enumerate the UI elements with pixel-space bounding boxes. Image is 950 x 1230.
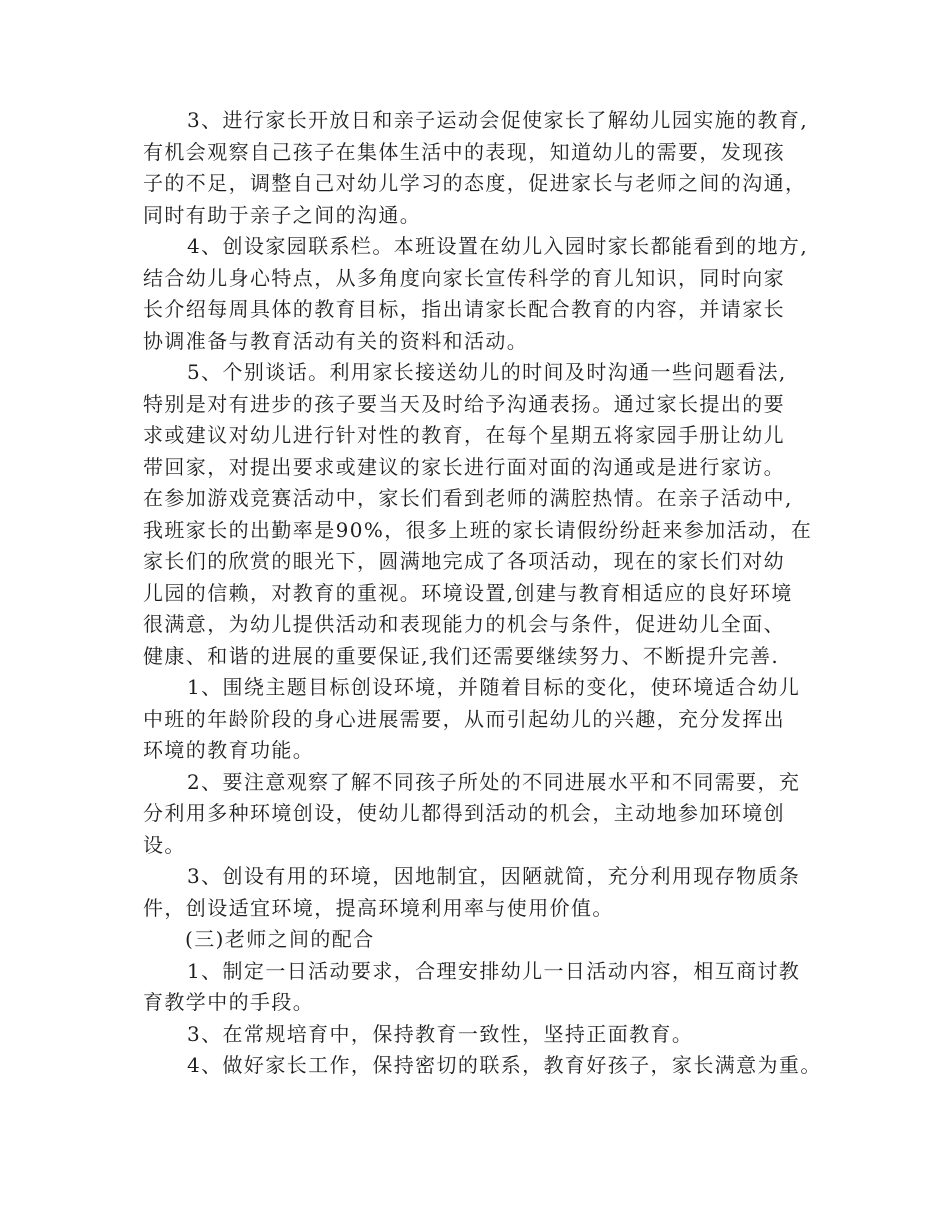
summary-line-4: 儿园的信赖，对教育的重视。环境设置,创建与教育相适应的良好环境 xyxy=(143,580,793,605)
environment-item-2-line-2: 分利用多种环境创设，使幼儿都得到活动的机会，主动地参加环境创 xyxy=(143,801,785,825)
environment-item-1-line-2: 中班的年龄阶段的身心进展需要，从而引起幼儿的兴趣，充分发挥出 xyxy=(143,706,785,731)
paragraph-5-line-2: 特别是对有进步的孩子要当天及时给予沟通表扬。通过家长提出的要 xyxy=(143,391,785,416)
paragraph-4-line-4: 协调准备与教育活动有关的资料和活动。 xyxy=(143,328,529,353)
environment-item-2-line-3: 设。 xyxy=(143,832,186,857)
paragraph-3-line-4: 同时有助于亲子之间的沟通。 xyxy=(143,202,422,227)
paragraph-3-line-2: 有机会观察自己孩子在集体生活中的表现，知道幼儿的需要，发现孩 xyxy=(143,139,785,164)
environment-item-3-line-1: 3、创设有用的环境，因地制宜，因陋就简，充分利用现存物质条 xyxy=(187,864,801,888)
paragraph-4-line-1: 4、创设家园联系栏。本班设置在幼儿入园时家长都能看到的地方, xyxy=(187,234,809,258)
environment-item-1-line-1: 1、围绕主题目标创设环境，并随着目标的变化，使环境适合幼儿 xyxy=(187,675,801,699)
cooperation-item-1-line-2: 育教学中的手段。 xyxy=(143,990,315,1014)
cooperation-item-1-line-1: 1、制定一日活动要求，合理安排幼儿一日活动内容，相互商讨教 xyxy=(187,958,801,983)
environment-item-2-line-1: 2、要注意观察了解不同孩子所处的不同进展水平和不同需要，充 xyxy=(187,769,801,794)
paragraph-4-line-3: 长介绍每周具体的教育目标，指出请家长配合教育的内容，并请家长 xyxy=(143,297,785,321)
summary-line-6: 健康、和谐的进展的重要保证,我们还需要继续努力、不断提升完善. xyxy=(143,643,780,668)
summary-line-2: 我班家长的出勤率是90%，很多上班的家长请假纷纷赶来参加活动，在 xyxy=(143,517,813,542)
paragraph-3-line-3: 子的不足，调整自己对幼儿学习的态度，促进家长与老师之间的沟通， xyxy=(143,171,807,195)
environment-item-3-line-2: 件，创设适宜环境，提高环境利用率与使用价值。 xyxy=(143,895,614,920)
cooperation-item-3: 3、在常规培育中，保持教育一致性，坚持正面教育。 xyxy=(187,1021,694,1046)
paragraph-4-line-2: 结合幼儿身心特点，从多角度向家长宣传科学的育儿知识，同时向家 xyxy=(143,265,785,290)
paragraph-5-line-1: 5、个别谈话。利用家长接送幼儿的时间及时沟通一些问题看法, xyxy=(187,360,787,384)
paragraph-5-line-4: 带回家，对提出要求或建议的家长进行面对面的沟通或是进行家访。 xyxy=(143,454,785,479)
summary-line-1: 在参加游戏竞赛活动中，家长们看到老师的满腔热情。在亲子活动中, xyxy=(143,486,793,510)
summary-line-5: 很满意，为幼儿提供活动和表现能力的机会与条件，促进幼儿全面、 xyxy=(143,612,785,636)
cooperation-item-4: 4、做好家长工作，保持密切的联系，教育好孩子，家长满意为重。 xyxy=(187,1053,822,1077)
section-heading-teacher-cooperation: (三)老师之间的配合 xyxy=(185,927,375,951)
environment-item-1-line-3: 环境的教育功能。 xyxy=(143,738,315,762)
summary-line-3: 家长们的欣赏的眼光下，圆满地完成了各项活动，现在的家长们对幼 xyxy=(143,549,785,573)
paragraph-5-line-3: 求或建议对幼儿进行针对性的教育，在每个星期五将家园手册让幼儿 xyxy=(143,423,785,447)
paragraph-3-line-1: 3、进行家长开放日和亲子运动会促使家长了解幼儿园实施的教育, xyxy=(187,108,809,132)
body-text xyxy=(143,105,843,1082)
